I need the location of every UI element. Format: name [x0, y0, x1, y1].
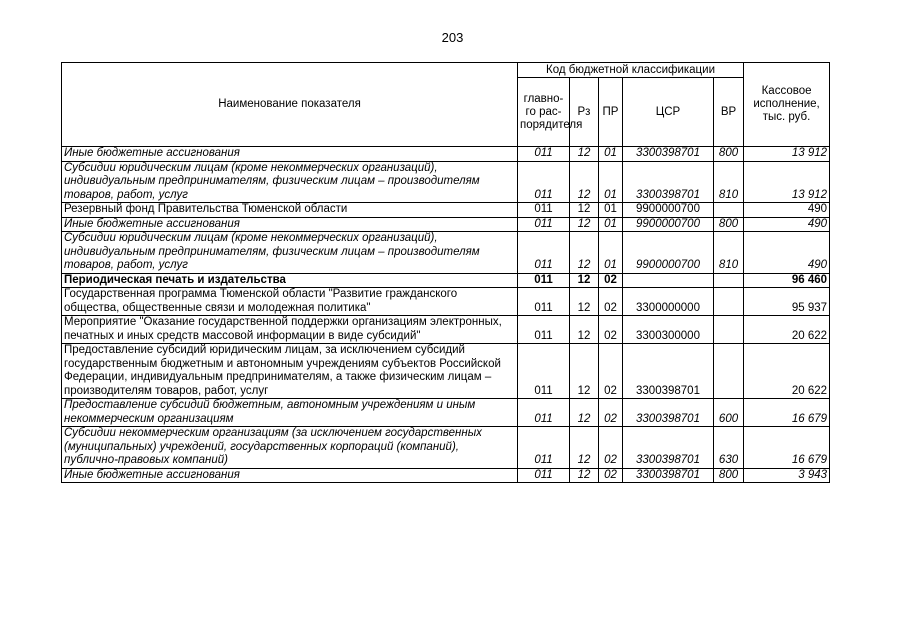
cell-csr — [623, 273, 714, 288]
table-row — [62, 217, 830, 232]
header-code-group: Код бюджетной классификации — [518, 63, 744, 78]
cell-pr: 02 — [599, 427, 623, 469]
cell-csr: 3300398701 — [623, 344, 714, 399]
cell-name: Иные бюджетные ассигнования — [62, 147, 518, 162]
header-admin: главно-го рас-порядителя — [518, 78, 570, 147]
header-rz: Рз — [570, 78, 599, 147]
cell-pr: 02 — [599, 399, 623, 427]
cell-pr: 01 — [599, 232, 623, 274]
table-row — [62, 232, 830, 274]
table-row — [62, 161, 830, 203]
cell-name: Субсидии юридическим лицам (кроме некоммерческих организаций), индивидуальным предпринимателям, физическим лицам – производителям товаров, работ, услуг — [62, 161, 518, 203]
cell-rz: 12 — [570, 161, 599, 203]
cell-rz: 12 — [570, 147, 599, 162]
cell-vr: 800 — [714, 468, 744, 483]
cell-rz: 12 — [570, 344, 599, 399]
table-row — [62, 316, 830, 344]
cell-amount: 16 679 — [744, 399, 830, 427]
cell-pr: 02 — [599, 344, 623, 399]
cell-amount: 20 622 — [744, 316, 830, 344]
table-row — [62, 344, 830, 399]
cell-amount: 16 679 — [744, 427, 830, 469]
budget-table — [61, 62, 830, 483]
table-row — [62, 399, 830, 427]
cell-admin: 011 — [518, 288, 570, 316]
cell-rz: 12 — [570, 316, 599, 344]
cell-rz: 12 — [570, 217, 599, 232]
table-body — [62, 147, 830, 483]
table-row — [62, 427, 830, 469]
table-row — [62, 468, 830, 483]
cell-rz: 12 — [570, 273, 599, 288]
cell-amount: 13 912 — [744, 147, 830, 162]
cell-rz: 12 — [570, 203, 599, 218]
cell-amount: 96 460 — [744, 273, 830, 288]
cell-vr — [714, 288, 744, 316]
cell-vr — [714, 316, 744, 344]
cell-pr: 01 — [599, 147, 623, 162]
cell-vr: 810 — [714, 232, 744, 274]
cell-vr: 800 — [714, 147, 744, 162]
table-row — [62, 147, 830, 162]
cell-rz: 12 — [570, 232, 599, 274]
cell-name: Государственная программа Тюменской области "Развитие гражданского общества, общественные связи и молодежная политика" — [62, 288, 518, 316]
cell-amount: 20 622 — [744, 344, 830, 399]
cell-name: Иные бюджетные ассигнования — [62, 468, 518, 483]
cell-vr: 630 — [714, 427, 744, 469]
cell-rz: 12 — [570, 468, 599, 483]
cell-csr: 3300398701 — [623, 468, 714, 483]
cell-vr — [714, 203, 744, 218]
cell-csr: 9900000700 — [623, 203, 714, 218]
cell-csr: 3300398701 — [623, 427, 714, 469]
cell-amount: 3 943 — [744, 468, 830, 483]
cell-amount: 95 937 — [744, 288, 830, 316]
cell-admin: 011 — [518, 161, 570, 203]
cell-admin: 011 — [518, 316, 570, 344]
cell-vr: 810 — [714, 161, 744, 203]
cell-pr: 02 — [599, 288, 623, 316]
cell-pr: 01 — [599, 161, 623, 203]
cell-pr: 01 — [599, 203, 623, 218]
cell-csr: 9900000700 — [623, 232, 714, 274]
cell-rz: 12 — [570, 427, 599, 469]
cell-amount: 13 912 — [744, 161, 830, 203]
cell-csr: 3300300000 — [623, 316, 714, 344]
cell-csr: 3300000000 — [623, 288, 714, 316]
cell-amount: 490 — [744, 232, 830, 274]
cell-csr: 9900000700 — [623, 217, 714, 232]
cell-csr: 3300398701 — [623, 399, 714, 427]
cell-name: Предоставление субсидий юридическим лицам, за исключением субсидий государственным бюджетным и автономным учреждениям субъектов Российской Федерации, индивидуальным предпринимателям, а также физическим лицам – производителям товаров, работ, услуг — [62, 344, 518, 399]
cell-rz: 12 — [570, 399, 599, 427]
cell-admin: 011 — [518, 273, 570, 288]
cell-admin: 011 — [518, 232, 570, 274]
cell-vr — [714, 273, 744, 288]
cell-amount: 490 — [744, 217, 830, 232]
cell-pr: 02 — [599, 273, 623, 288]
table-row — [62, 288, 830, 316]
cell-name: Иные бюджетные ассигнования — [62, 217, 518, 232]
cell-admin: 011 — [518, 147, 570, 162]
cell-name: Резервный фонд Правительства Тюменской области — [62, 203, 518, 218]
cell-pr: 02 — [599, 316, 623, 344]
cell-rz: 12 — [570, 288, 599, 316]
header-vr: ВР — [714, 78, 744, 147]
cell-name: Мероприятие "Оказание государственной поддержки организациям электронных, печатных и иных средств массовой информации в виде субсидий" — [62, 316, 518, 344]
cell-admin: 011 — [518, 203, 570, 218]
cell-admin: 011 — [518, 344, 570, 399]
cell-name: Субсидии некоммерческим организациям (за исключением государственных (муниципальных) учреждений, государственных корпораций (компаний), публично-правовых компаний) — [62, 427, 518, 469]
cell-vr: 600 — [714, 399, 744, 427]
cell-csr: 3300398701 — [623, 161, 714, 203]
cell-csr: 3300398701 — [623, 147, 714, 162]
cell-vr: 800 — [714, 217, 744, 232]
header-name: Наименование показателя — [62, 63, 518, 147]
cell-vr — [714, 344, 744, 399]
cell-pr: 02 — [599, 468, 623, 483]
cell-admin: 011 — [518, 468, 570, 483]
table-row — [62, 273, 830, 288]
cell-name: Субсидии юридическим лицам (кроме некоммерческих организаций), индивидуальным предпринимателям, физическим лицам – производителям товаров, работ, услуг — [62, 232, 518, 274]
table-header — [62, 63, 830, 147]
header-pr: ПР — [599, 78, 623, 147]
cell-amount: 490 — [744, 203, 830, 218]
cell-admin: 011 — [518, 427, 570, 469]
cell-pr: 01 — [599, 217, 623, 232]
cell-name: Периодическая печать и издательства — [62, 273, 518, 288]
header-csr: ЦСР — [623, 78, 714, 147]
cell-admin: 011 — [518, 399, 570, 427]
page-number: 203 — [441, 30, 464, 45]
header-amount: Кассовое исполнение, тыс. руб. — [744, 63, 830, 147]
table-row — [62, 203, 830, 218]
cell-admin: 011 — [518, 217, 570, 232]
cell-name: Предоставление субсидий бюджетным, автономным учреждениям и иным некоммерческим организациям — [62, 399, 518, 427]
